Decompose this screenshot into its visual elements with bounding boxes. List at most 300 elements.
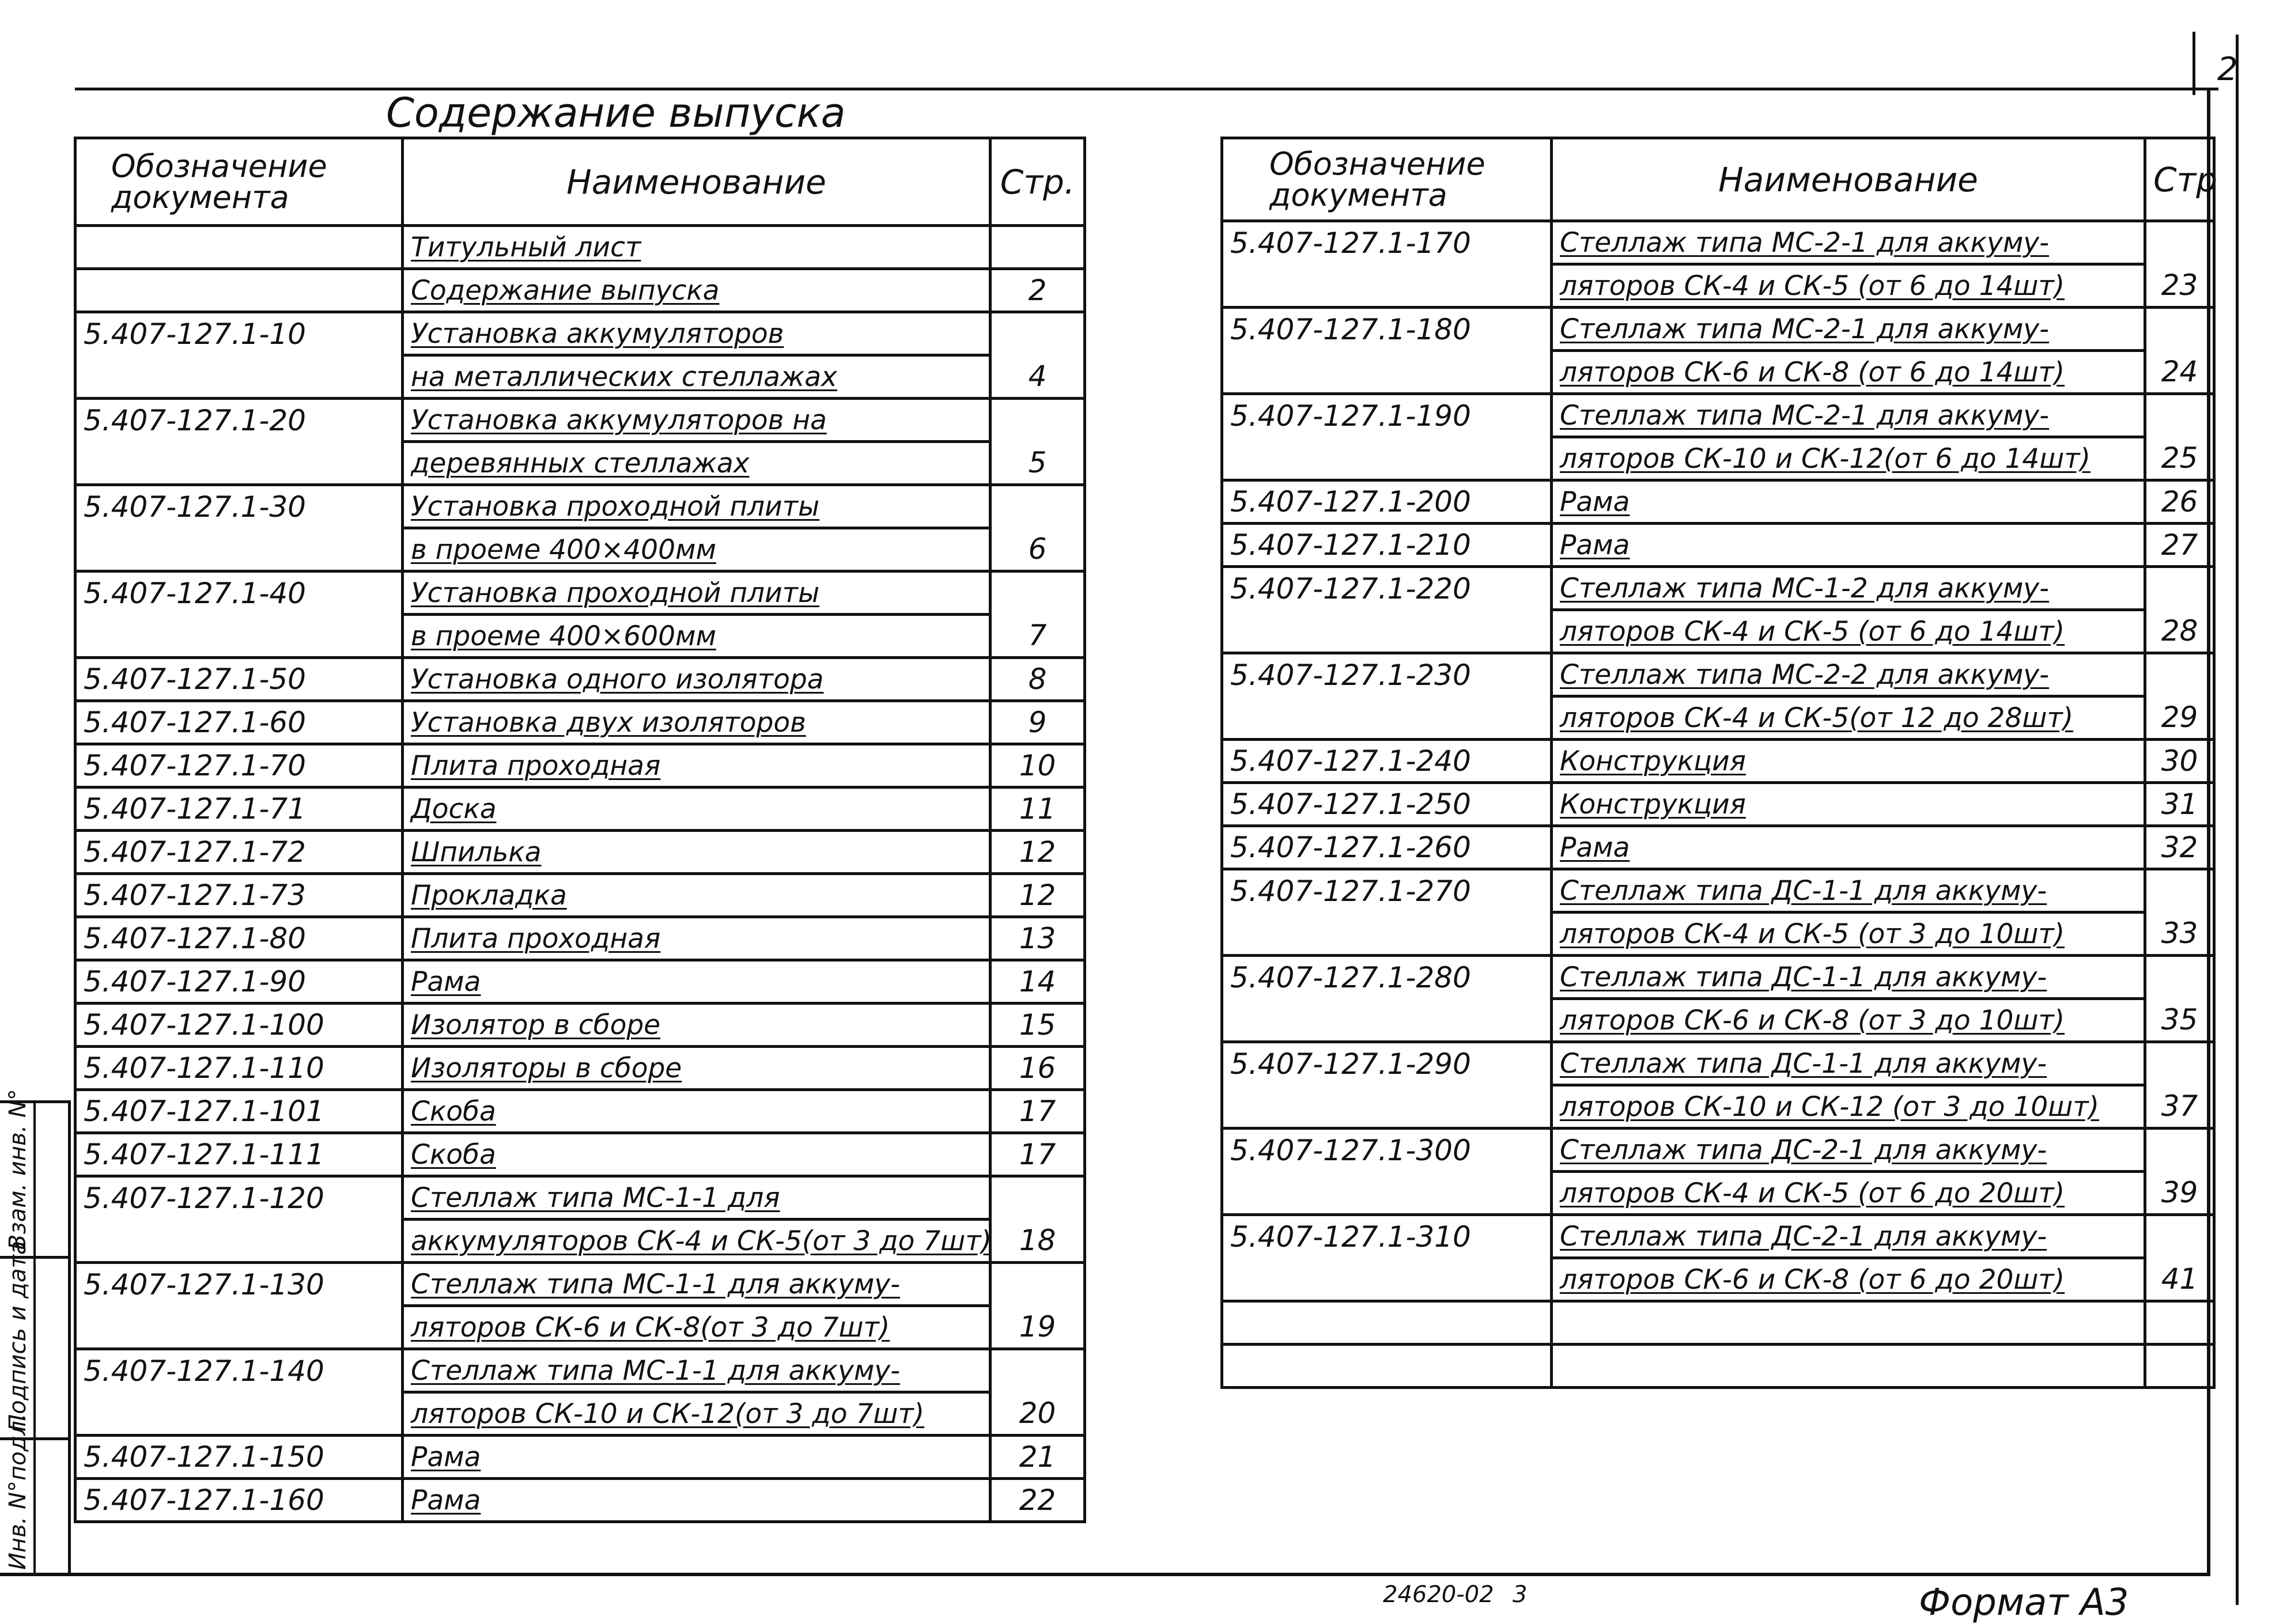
document-name xyxy=(1552,264,2145,308)
designation-header: Обозначение документа xyxy=(75,138,403,226)
document-name-text: Плита проходная xyxy=(411,922,661,955)
document-name xyxy=(1552,869,2145,913)
document-name-text: ляторов СК-4 и СК-5 (от 6 до 20шт) xyxy=(1560,1177,2065,1209)
table-row xyxy=(75,1479,1085,1522)
document-code: 5.407-127.1-20 xyxy=(75,399,403,442)
page-number xyxy=(2145,869,2214,913)
document-name-text: ляторов СК-6 и СК-8(от 3 до 7шт) xyxy=(411,1311,890,1343)
document-name-text: Стеллаж типа МС-2-1 для аккуму- xyxy=(1560,313,2050,345)
document-name xyxy=(1552,1042,2145,1085)
table-row xyxy=(1222,913,2214,956)
document-name-text: Установка одного изолятора xyxy=(411,663,824,695)
table-row xyxy=(75,831,1085,874)
page-number: 39 xyxy=(2145,1172,2214,1215)
page-number xyxy=(2145,394,2214,437)
document-code xyxy=(75,1220,403,1263)
document-code: 5.407-127.1-200 xyxy=(1222,480,1552,524)
table-row xyxy=(1222,1085,2214,1129)
document-name xyxy=(403,1047,991,1090)
table-row xyxy=(75,226,1085,269)
document-name xyxy=(403,571,991,615)
document-name xyxy=(1552,783,2145,826)
document-name xyxy=(1552,1301,2145,1345)
document-name-text: Установка проходной плиты xyxy=(411,490,820,523)
document-name-text: Рама xyxy=(411,1441,481,1473)
document-name-text: Рама xyxy=(1560,831,1630,864)
document-code: 5.407-127.1-230 xyxy=(1222,653,1552,696)
document-name-text: Рама xyxy=(411,966,481,998)
document-name-text: Конструкция xyxy=(1560,788,1746,820)
page-header: Стр xyxy=(2145,138,2214,221)
stamp-outer-line xyxy=(68,1100,71,1573)
document-name-text: в проеме 400×400мм xyxy=(411,533,716,566)
document-name-text: аккумуляторов СК-4 и СК-5(от 3 до 7шт) xyxy=(411,1225,992,1257)
document-name xyxy=(403,1263,991,1306)
document-name xyxy=(1552,826,2145,869)
page-number: 32 xyxy=(2145,826,2214,869)
document-name xyxy=(1552,1258,2145,1301)
document-code xyxy=(75,1306,403,1349)
document-name-text: Стеллаж типа ДС-1-1 для аккуму- xyxy=(1560,875,2047,907)
page-number: 28 xyxy=(2145,610,2214,653)
document-name xyxy=(1552,610,2145,653)
document-code xyxy=(1222,696,1552,740)
document-name xyxy=(403,658,991,701)
page-number: 12 xyxy=(991,831,1085,874)
page-number xyxy=(2145,653,2214,696)
document-name xyxy=(1552,437,2145,480)
document-code: 5.407-127.1-72 xyxy=(75,831,403,874)
document-code: 5.407-127.1-150 xyxy=(75,1436,403,1479)
table-row xyxy=(1222,1258,2214,1301)
document-name xyxy=(403,788,991,831)
document-name-text: ляторов СК-4 и СК-5 (от 3 до 10шт) xyxy=(1560,918,2065,950)
document-code: 5.407-127.1-40 xyxy=(75,571,403,615)
table-row xyxy=(75,874,1085,917)
document-name xyxy=(403,917,991,960)
document-code xyxy=(1222,437,1552,480)
document-code: 5.407-127.1-30 xyxy=(75,485,403,528)
document-code: 5.407-127.1-111 xyxy=(75,1133,403,1176)
document-name xyxy=(1552,480,2145,524)
document-code xyxy=(1222,351,1552,394)
table-row xyxy=(75,571,1085,615)
table-row xyxy=(1222,610,2214,653)
document-name-text: Скоба xyxy=(411,1138,496,1171)
document-code xyxy=(75,442,403,485)
table-row xyxy=(75,960,1085,1004)
document-name-text: Стеллаж типа ДС-2-1 для аккуму- xyxy=(1560,1134,2047,1166)
document-name xyxy=(1552,956,2145,999)
page-number: 18 xyxy=(991,1220,1085,1263)
document-name xyxy=(403,1392,991,1436)
document-name xyxy=(1552,1172,2145,1215)
table-row xyxy=(1222,869,2214,913)
document-name xyxy=(403,831,991,874)
page-number: 17 xyxy=(991,1133,1085,1176)
document-code: 5.407-127.1-80 xyxy=(75,917,403,960)
document-name xyxy=(1552,1085,2145,1129)
document-code: 5.407-127.1-110 xyxy=(75,1047,403,1090)
table-row xyxy=(75,744,1085,788)
document-name-text: Прокладка xyxy=(411,879,567,911)
document-code xyxy=(1222,1085,1552,1129)
document-code: 5.407-127.1-190 xyxy=(1222,394,1552,437)
document-code xyxy=(1222,999,1552,1042)
table-row xyxy=(1222,308,2214,351)
table-row xyxy=(75,701,1085,744)
document-name-text: Стеллаж типа МС-1-1 для аккуму- xyxy=(411,1268,901,1300)
table-row xyxy=(75,442,1085,485)
document-name xyxy=(1552,913,2145,956)
document-name-text: Рама xyxy=(411,1484,481,1516)
document-name xyxy=(403,1176,991,1220)
table-row xyxy=(1222,221,2214,264)
table-row xyxy=(75,269,1085,312)
page-number xyxy=(2145,956,2214,999)
page-number: 8 xyxy=(991,658,1085,701)
document-name xyxy=(403,1090,991,1133)
page-number: 5 xyxy=(991,442,1085,485)
table-row xyxy=(1222,1042,2214,1085)
document-name-text: ляторов СК-4 и СК-5 (от 6 до 14шт) xyxy=(1560,270,2065,302)
page-number: 17 xyxy=(991,1090,1085,1133)
document-name-text: Изолятор в сборе xyxy=(411,1009,661,1041)
table-row xyxy=(75,1090,1085,1133)
document-name-text: Стеллаж типа ДС-1-1 для аккуму- xyxy=(1560,961,2047,993)
document-name xyxy=(403,528,991,571)
document-name xyxy=(1552,308,2145,351)
document-name xyxy=(403,226,991,269)
page-number xyxy=(2145,221,2214,264)
document-name xyxy=(403,399,991,442)
name-header: Наименование xyxy=(1552,138,2145,221)
page-number: 29 xyxy=(2145,696,2214,740)
document-name xyxy=(403,312,991,355)
table-row xyxy=(75,1392,1085,1436)
name-header: Наименование xyxy=(403,138,991,226)
document-code: 5.407-127.1-270 xyxy=(1222,869,1552,913)
document-name-text: Доска xyxy=(411,793,497,825)
document-name-text: ляторов СК-10 и СК-12(от 6 до 14шт) xyxy=(1560,442,2091,475)
page-number: 30 xyxy=(2145,740,2214,783)
document-name-text: Конструкция xyxy=(1560,745,1746,777)
page-number xyxy=(2145,1345,2214,1388)
table-row xyxy=(1222,1129,2214,1172)
document-name xyxy=(1552,1215,2145,1258)
page-number xyxy=(991,571,1085,615)
left-contents-table xyxy=(74,137,1086,1523)
document-code: 5.407-127.1-140 xyxy=(75,1349,403,1392)
document-name-text: Изоляторы в сборе xyxy=(411,1052,682,1084)
page-header: Стр. xyxy=(991,138,1085,226)
document-name xyxy=(403,1349,991,1392)
table-row xyxy=(1222,999,2214,1042)
table-row xyxy=(1222,351,2214,394)
document-code xyxy=(75,269,403,312)
document-name-text: Установка двух изоляторов xyxy=(411,706,806,739)
document-name-text: Стеллаж типа МС-1-1 для xyxy=(411,1182,780,1214)
document-code xyxy=(1222,1258,1552,1301)
page-number: 41 xyxy=(2145,1258,2214,1301)
document-code xyxy=(1222,1345,1552,1388)
document-name-text: ляторов СК-10 и СК-12(от 3 до 7шт) xyxy=(411,1398,925,1430)
document-name xyxy=(403,960,991,1004)
document-name-text: Титульный лист xyxy=(411,231,641,263)
document-name-text: Рама xyxy=(1560,529,1630,561)
left-table-body xyxy=(75,226,1085,1522)
document-code: 5.407-127.1-220 xyxy=(1222,567,1552,610)
document-name xyxy=(403,615,991,658)
document-name-text: ляторов СК-6 и СК-8 (от 6 до 14шт) xyxy=(1560,356,2065,388)
designation-header: Обозначение документа xyxy=(1222,138,1552,221)
document-name xyxy=(1552,351,2145,394)
document-name xyxy=(403,874,991,917)
document-name xyxy=(403,1479,991,1522)
document-code: 5.407-127.1-60 xyxy=(75,701,403,744)
page-number xyxy=(991,1176,1085,1220)
stamp-inner-line xyxy=(33,1100,36,1573)
document-name xyxy=(403,1220,991,1263)
page-number xyxy=(2145,1042,2214,1085)
page-number: 23 xyxy=(2145,264,2214,308)
document-code xyxy=(1222,610,1552,653)
table-row xyxy=(1222,956,2214,999)
stamp-sign-date: Подпись и дата xyxy=(5,1240,31,1432)
document-name xyxy=(403,355,991,399)
page-number: 21 xyxy=(991,1436,1085,1479)
table-row xyxy=(75,1349,1085,1392)
document-code: 5.407-127.1-120 xyxy=(75,1176,403,1220)
page-number: 4 xyxy=(991,355,1085,399)
page-number xyxy=(2145,308,2214,351)
document-name xyxy=(403,1436,991,1479)
document-code xyxy=(1222,264,1552,308)
document-code xyxy=(75,355,403,399)
document-name xyxy=(1552,1129,2145,1172)
page-number xyxy=(991,399,1085,442)
document-code: 5.407-127.1-260 xyxy=(1222,826,1552,869)
page-number xyxy=(991,1263,1085,1306)
document-name-text: в проеме 400×600мм xyxy=(411,620,716,652)
page-number: 37 xyxy=(2145,1085,2214,1129)
document-name-text: Установка аккумуляторов на xyxy=(411,404,827,436)
table-row xyxy=(1222,1172,2214,1215)
document-name xyxy=(403,744,991,788)
document-name-text: Установка проходной плиты xyxy=(411,577,820,609)
table-row xyxy=(1222,1345,2214,1388)
table-row xyxy=(75,1436,1085,1479)
page-number: 9 xyxy=(991,701,1085,744)
table-row xyxy=(75,1004,1085,1047)
document-name-text: Стеллаж типа МС-1-2 для аккуму- xyxy=(1560,572,2050,604)
table-row xyxy=(75,1047,1085,1090)
document-name xyxy=(403,269,991,312)
table-row xyxy=(1222,696,2214,740)
document-code: 5.407-127.1-50 xyxy=(75,658,403,701)
table-row xyxy=(75,658,1085,701)
table-row xyxy=(1222,653,2214,696)
document-code xyxy=(75,615,403,658)
document-name-text: Скоба xyxy=(411,1095,496,1127)
document-name xyxy=(403,701,991,744)
table-row xyxy=(1222,783,2214,826)
document-code: 5.407-127.1-280 xyxy=(1222,956,1552,999)
document-name-text: Стеллаж типа ДС-1-1 для аккуму- xyxy=(1560,1047,2047,1080)
document-name xyxy=(1552,999,2145,1042)
document-title: Содержание выпуска xyxy=(386,89,846,137)
page-number: 25 xyxy=(2145,437,2214,480)
right-table-body xyxy=(1222,221,2214,1388)
document-name-text: Стеллаж типа МС-2-1 для аккуму- xyxy=(1560,399,2050,431)
document-code: 5.407-127.1-210 xyxy=(1222,524,1552,567)
page-number: 16 xyxy=(991,1047,1085,1090)
document-code: 5.407-127.1-300 xyxy=(1222,1129,1552,1172)
document-code xyxy=(1222,1301,1552,1345)
document-code: 5.407-127.1-250 xyxy=(1222,783,1552,826)
table-row xyxy=(1222,264,2214,308)
page-number xyxy=(2145,1301,2214,1345)
document-name-text: ляторов СК-4 и СК-5(от 12 до 28шт) xyxy=(1560,702,2074,734)
document-code: 5.407-127.1-290 xyxy=(1222,1042,1552,1085)
page-number: 15 xyxy=(991,1004,1085,1047)
document-name-text: ляторов СК-6 и СК-8 (от 6 до 20шт) xyxy=(1560,1263,2065,1296)
table-row xyxy=(75,399,1085,442)
page-number: 6 xyxy=(991,528,1085,571)
table-row xyxy=(75,1220,1085,1263)
page-number: 12 xyxy=(991,874,1085,917)
page-number xyxy=(991,226,1085,269)
frame-bottom-line xyxy=(0,1573,2210,1576)
document-code xyxy=(75,226,403,269)
page-number: 26 xyxy=(2145,480,2214,524)
table-row xyxy=(75,1306,1085,1349)
table-row xyxy=(1222,567,2214,610)
table-row xyxy=(1222,826,2214,869)
document-name-text: ляторов СК-10 и СК-12 (от 3 до 10шт) xyxy=(1560,1091,2099,1123)
page-number: 24 xyxy=(2145,351,2214,394)
table-row xyxy=(75,917,1085,960)
document-code: 5.407-127.1-101 xyxy=(75,1090,403,1133)
document-code xyxy=(1222,913,1552,956)
table-row xyxy=(75,528,1085,571)
table-row xyxy=(1222,740,2214,783)
document-name-text: Установка аккумуляторов xyxy=(411,317,784,350)
page-number: 11 xyxy=(991,788,1085,831)
document-name xyxy=(403,1004,991,1047)
document-name-text: Шпилька xyxy=(411,836,542,868)
page-number xyxy=(991,485,1085,528)
page-number: 13 xyxy=(991,917,1085,960)
document-name xyxy=(1552,740,2145,783)
page-number xyxy=(2145,1129,2214,1172)
document-name xyxy=(1552,524,2145,567)
page-number: 2 xyxy=(991,269,1085,312)
page-number: 10 xyxy=(991,744,1085,788)
table-row xyxy=(75,485,1085,528)
sheet-edge-line xyxy=(2236,35,2239,1605)
page-number: 19 xyxy=(991,1306,1085,1349)
page-number xyxy=(991,312,1085,355)
document-code: 5.407-127.1-10 xyxy=(75,312,403,355)
page-number: 7 xyxy=(991,615,1085,658)
document-name-text: Стеллаж типа МС-2-2 для аккуму- xyxy=(1560,658,2050,691)
table-row xyxy=(1222,524,2214,567)
document-name-text: ляторов СК-6 и СК-8 (от 3 до 10шт) xyxy=(1560,1004,2065,1036)
page-number xyxy=(991,1349,1085,1392)
table-row xyxy=(1222,437,2214,480)
document-name xyxy=(1552,1345,2145,1388)
document-code: 5.407-127.1-71 xyxy=(75,788,403,831)
table-row xyxy=(75,355,1085,399)
right-contents-table xyxy=(1220,137,2216,1389)
document-name xyxy=(1552,567,2145,610)
document-name xyxy=(1552,696,2145,740)
footer-sheet: 3 xyxy=(1513,1581,1528,1608)
document-name xyxy=(1552,221,2145,264)
document-name xyxy=(1552,394,2145,437)
table-row xyxy=(1222,1301,2214,1345)
footer-doc-number: 24620-02 xyxy=(1383,1581,1494,1608)
table-row xyxy=(1222,394,2214,437)
page-number xyxy=(2145,567,2214,610)
page-number: 2 xyxy=(2217,51,2238,88)
document-name xyxy=(403,485,991,528)
page-number-box-left xyxy=(2193,32,2195,95)
document-code: 5.407-127.1-70 xyxy=(75,744,403,788)
document-code: 5.407-127.1-310 xyxy=(1222,1215,1552,1258)
page-number: 33 xyxy=(2145,913,2214,956)
table-row xyxy=(75,788,1085,831)
document-name-text: деревянных стеллажах xyxy=(411,447,750,479)
document-code xyxy=(75,1392,403,1436)
page-number: 35 xyxy=(2145,999,2214,1042)
document-code xyxy=(75,528,403,571)
document-name-text: Стеллаж типа ДС-2-1 для аккуму- xyxy=(1560,1220,2047,1252)
document-code: 5.407-127.1-90 xyxy=(75,960,403,1004)
page-number: 20 xyxy=(991,1392,1085,1436)
table-row xyxy=(75,1263,1085,1306)
document-name-text: Плита проходная xyxy=(411,749,661,782)
document-code: 5.407-127.1-160 xyxy=(75,1479,403,1522)
document-name-text: Рама xyxy=(1560,486,1630,518)
document-code: 5.407-127.1-240 xyxy=(1222,740,1552,783)
table-row xyxy=(75,615,1085,658)
document-name-text: на металлических стеллажах xyxy=(411,361,837,393)
document-name-text: Стеллаж типа МС-1-1 для аккуму- xyxy=(411,1354,901,1387)
footer-format: Формат А3 xyxy=(1919,1581,2129,1624)
page-number: 27 xyxy=(2145,524,2214,567)
page-number: 22 xyxy=(991,1479,1085,1522)
page-number xyxy=(2145,1215,2214,1258)
document-code: 5.407-127.1-180 xyxy=(1222,308,1552,351)
document-code: 5.407-127.1-100 xyxy=(75,1004,403,1047)
document-name-text: ляторов СК-4 и СК-5 (от 6 до 14шт) xyxy=(1560,615,2065,648)
document-name-text: Стеллаж типа МС-2-1 для аккуму- xyxy=(1560,226,2050,259)
document-code: 5.407-127.1-130 xyxy=(75,1263,403,1306)
document-name-text: Содержание выпуска xyxy=(411,274,720,306)
document-code xyxy=(1222,1172,1552,1215)
stamp-replace-inv: Взам. инв. N° xyxy=(5,1089,31,1250)
document-name xyxy=(403,1133,991,1176)
table-row xyxy=(75,1176,1085,1220)
document-name xyxy=(403,1306,991,1349)
table-row xyxy=(75,1133,1085,1176)
document-name xyxy=(1552,653,2145,696)
stamp-inv-no: Инв. N°подл. xyxy=(5,1413,31,1570)
document-code: 5.407-127.1-170 xyxy=(1222,221,1552,264)
page-number: 14 xyxy=(991,960,1085,1004)
